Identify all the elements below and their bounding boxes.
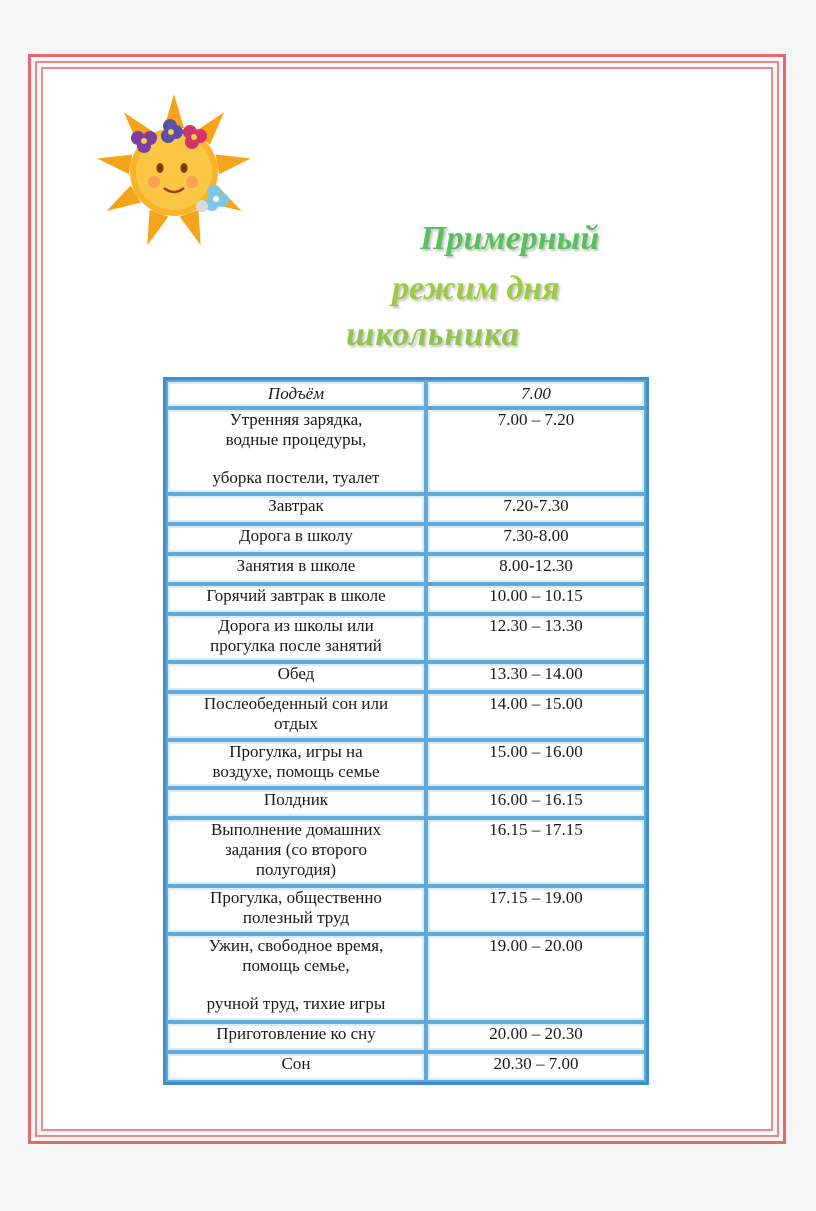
activity-line: Послеобеденный сон или	[203, 694, 389, 713]
time-cell: 7.20-7.30	[426, 494, 646, 524]
sun-mascot-icon	[94, 92, 254, 252]
activity-cell: Занятия в школе	[166, 554, 426, 584]
table-row	[166, 662, 646, 692]
table-row	[166, 614, 646, 662]
schedule-table	[163, 377, 649, 1085]
activity-line: Утренняя зарядка,	[229, 410, 363, 429]
activity-cell: Горячий завтрак в школе	[166, 584, 426, 614]
table-row	[166, 494, 646, 524]
table-row	[166, 380, 646, 408]
time-cell: 20.00 – 20.30	[426, 1022, 646, 1052]
activity-cell: Подъём	[166, 380, 426, 408]
time-cell: 12.30 – 13.30	[426, 614, 646, 662]
activity-cell: Завтрак	[166, 494, 426, 524]
table-row	[166, 1022, 646, 1052]
activity-cell	[166, 818, 426, 886]
table-row	[166, 584, 646, 614]
activity-cell	[166, 740, 426, 788]
activity-line: воздухе, помощь семье	[212, 762, 380, 781]
time-cell: 16.00 – 16.15	[426, 788, 646, 818]
table-row	[166, 408, 646, 494]
activity-cell: Дорога в школу	[166, 524, 426, 554]
activity-line: прогулка после занятий	[210, 636, 382, 655]
time-cell: 8.00-12.30	[426, 554, 646, 584]
time-cell: 13.30 – 14.00	[426, 662, 646, 692]
activity-line: полезный труд	[242, 908, 350, 927]
activity-cell	[166, 408, 426, 494]
time-cell: 10.00 – 10.15	[426, 584, 646, 614]
title-line-1: Примерный	[420, 220, 600, 257]
time-cell: 14.00 – 15.00	[426, 692, 646, 740]
table-row	[166, 934, 646, 1022]
time-cell: 15.00 – 16.00	[426, 740, 646, 788]
activity-cell	[166, 614, 426, 662]
time-cell: 7.00 – 7.20	[426, 408, 646, 494]
activity-cell: Приготовление ко сну	[166, 1022, 426, 1052]
activity-line: помощь семье,	[242, 956, 350, 975]
time-cell: 19.00 – 20.00	[426, 934, 646, 1022]
title-line-2: режим дня	[392, 270, 560, 307]
activity-line: водные процедуры,	[225, 430, 367, 449]
activity-line: Прогулка, игры на	[229, 742, 363, 761]
table-row	[166, 524, 646, 554]
table-row	[166, 788, 646, 818]
table-row	[166, 818, 646, 886]
time-cell: 20.30 – 7.00	[426, 1052, 646, 1082]
activity-line: отдых	[273, 714, 319, 733]
title-line-3: школьника	[346, 316, 520, 353]
time-cell: 7.30-8.00	[426, 524, 646, 554]
activity-cell	[166, 692, 426, 740]
time-cell: 17.15 – 19.00	[426, 886, 646, 934]
activity-line: Ужин, свободное время,	[208, 936, 384, 955]
table-row	[166, 554, 646, 584]
activity-cell	[166, 934, 426, 1022]
activity-line: задания (со второго	[224, 840, 368, 859]
activity-line: ручной труд, тихие игры	[206, 994, 386, 1013]
time-cell: 7.00	[426, 380, 646, 408]
table-row	[166, 740, 646, 788]
time-cell: 16.15 – 17.15	[426, 818, 646, 886]
activity-line: уборка постели, туалет	[212, 468, 380, 487]
activity-cell: Полдник	[166, 788, 426, 818]
activity-cell	[166, 886, 426, 934]
activity-line: Прогулка, общественно	[210, 888, 382, 907]
activity-line: Дорога из школы или	[218, 616, 374, 635]
activity-cell: Обед	[166, 662, 426, 692]
activity-cell: Сон	[166, 1052, 426, 1082]
table-row	[166, 886, 646, 934]
table-row	[166, 692, 646, 740]
table-row	[166, 1052, 646, 1082]
activity-line: полугодия)	[255, 860, 337, 879]
activity-line: Выполнение домашних	[210, 820, 382, 839]
